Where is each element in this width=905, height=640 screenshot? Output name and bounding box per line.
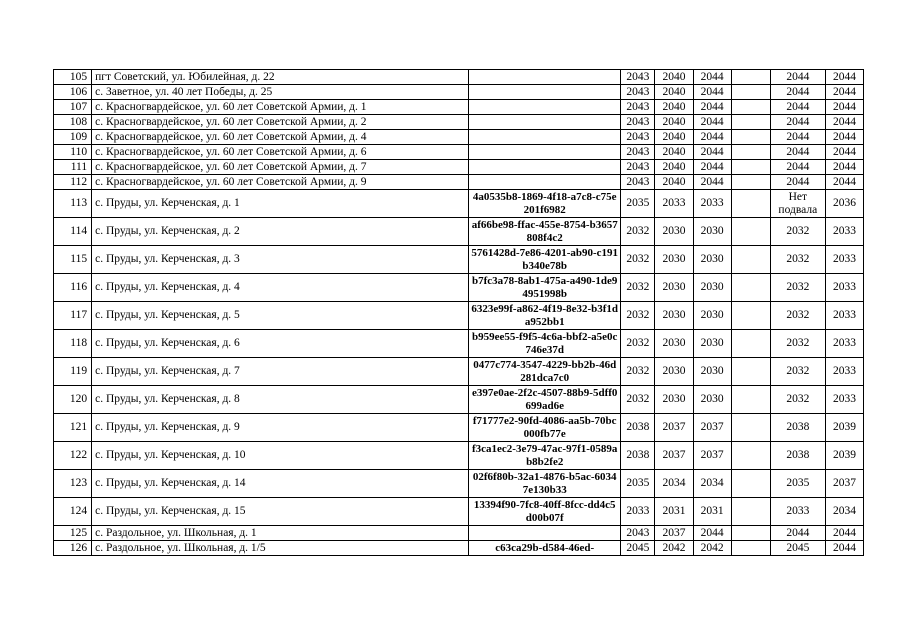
year-cell-4	[731, 442, 770, 470]
year-cell-1: 2043	[621, 130, 655, 145]
row-number-cell: 122	[54, 442, 92, 470]
year-cell-2: 2040	[655, 175, 693, 190]
row-number-cell: 117	[54, 302, 92, 330]
guid-cell: 6323e99f-a862-4f19-8e32-b3f1da952bb1	[469, 302, 621, 330]
table-row	[54, 85, 864, 100]
year-cell-4	[731, 130, 770, 145]
year-cell-1: 2043	[621, 70, 655, 85]
row-number-cell: 107	[54, 100, 92, 115]
year-cell-5: 2044	[770, 160, 825, 175]
year-cell-2: 2030	[655, 386, 693, 414]
table-row	[54, 470, 864, 498]
address-cell: с. Пруды, ул. Керченская, д. 14	[92, 470, 469, 498]
year-cell-5: 2044	[770, 85, 825, 100]
year-cell-5: 2044	[770, 145, 825, 160]
year-cell-6: 2039	[825, 414, 863, 442]
year-cell-4	[731, 85, 770, 100]
year-cell-2: 2030	[655, 358, 693, 386]
year-cell-6: 2033	[825, 302, 863, 330]
year-cell-1: 2032	[621, 274, 655, 302]
year-cell-6: 2044	[825, 130, 863, 145]
row-number-cell: 115	[54, 246, 92, 274]
year-cell-5: 2038	[770, 442, 825, 470]
table-row	[54, 358, 864, 386]
year-cell-6: 2044	[825, 115, 863, 130]
year-cell-4	[731, 100, 770, 115]
year-cell-3: 2037	[693, 442, 731, 470]
year-cell-1: 2043	[621, 100, 655, 115]
address-cell: с. Пруды, ул. Керченская, д. 5	[92, 302, 469, 330]
address-cell: с. Пруды, ул. Керченская, д. 10	[92, 442, 469, 470]
year-cell-2: 2030	[655, 302, 693, 330]
year-cell-3: 2030	[693, 274, 731, 302]
guid-cell	[469, 526, 621, 541]
year-cell-2: 2040	[655, 85, 693, 100]
address-cell: пгт Советский, ул. Юбилейная, д. 22	[92, 70, 469, 85]
year-cell-3: 2044	[693, 100, 731, 115]
year-cell-3: 2042	[693, 541, 731, 556]
year-cell-3: 2044	[693, 115, 731, 130]
year-cell-4	[731, 246, 770, 274]
year-cell-4	[731, 330, 770, 358]
guid-cell: 13394f90-7fc8-40ff-8fcc-dd4c5d00b07f	[469, 498, 621, 526]
year-cell-5: 2032	[770, 218, 825, 246]
row-number-cell: 109	[54, 130, 92, 145]
address-cell: с. Пруды, ул. Керченская, д. 4	[92, 274, 469, 302]
year-cell-6: 2039	[825, 442, 863, 470]
row-number-cell: 105	[54, 70, 92, 85]
year-cell-5: 2044	[770, 70, 825, 85]
year-cell-3: 2030	[693, 330, 731, 358]
year-cell-3: 2044	[693, 145, 731, 160]
address-cell: с. Красногвардейское, ул. 60 лет Советской Армии, д. 1	[92, 100, 469, 115]
year-cell-3: 2044	[693, 526, 731, 541]
address-cell: с. Красногвардейское, ул. 60 лет Советской Армии, д. 2	[92, 115, 469, 130]
guid-cell	[469, 115, 621, 130]
year-cell-4	[731, 526, 770, 541]
year-cell-4	[731, 414, 770, 442]
table-row	[54, 386, 864, 414]
address-cell: с. Красногвардейское, ул. 60 лет Советской Армии, д. 9	[92, 175, 469, 190]
table-row	[54, 100, 864, 115]
year-cell-3: 2034	[693, 470, 731, 498]
year-cell-4	[731, 358, 770, 386]
year-cell-2: 2037	[655, 442, 693, 470]
address-cell: с. Пруды, ул. Керченская, д. 9	[92, 414, 469, 442]
year-cell-3: 2030	[693, 358, 731, 386]
year-cell-1: 2032	[621, 302, 655, 330]
table-row	[54, 160, 864, 175]
year-cell-4	[731, 470, 770, 498]
address-cell: с. Красногвардейское, ул. 60 лет Советской Армии, д. 4	[92, 130, 469, 145]
year-cell-5: 2032	[770, 246, 825, 274]
year-cell-1: 2032	[621, 218, 655, 246]
table-row	[54, 330, 864, 358]
year-cell-3: 2044	[693, 130, 731, 145]
row-number-cell: 121	[54, 414, 92, 442]
year-cell-5: 2032	[770, 274, 825, 302]
year-cell-4	[731, 302, 770, 330]
year-cell-1: 2043	[621, 526, 655, 541]
year-cell-4	[731, 70, 770, 85]
year-cell-5: 2032	[770, 330, 825, 358]
year-cell-6: 2044	[825, 175, 863, 190]
year-cell-3: 2030	[693, 302, 731, 330]
year-cell-2: 2030	[655, 274, 693, 302]
address-cell: с. Раздольное, ул. Школьная, д. 1/5	[92, 541, 469, 556]
year-cell-6: 2044	[825, 526, 863, 541]
guid-cell: 5761428d-7e86-4201-ab90-c191b340e78b	[469, 246, 621, 274]
row-number-cell: 120	[54, 386, 92, 414]
year-cell-3: 2030	[693, 386, 731, 414]
year-cell-1: 2035	[621, 470, 655, 498]
table-body	[54, 70, 864, 556]
year-cell-4	[731, 386, 770, 414]
year-cell-2: 2040	[655, 70, 693, 85]
year-cell-6: 2037	[825, 470, 863, 498]
row-number-cell: 118	[54, 330, 92, 358]
year-cell-2: 2040	[655, 100, 693, 115]
table-row	[54, 190, 864, 218]
year-cell-1: 2043	[621, 175, 655, 190]
year-cell-4	[731, 274, 770, 302]
guid-cell: af66be98-ffac-455e-8754-b3657808f4c2	[469, 218, 621, 246]
year-cell-4	[731, 498, 770, 526]
year-cell-3: 2030	[693, 218, 731, 246]
year-cell-6: 2033	[825, 358, 863, 386]
row-number-cell: 126	[54, 541, 92, 556]
year-cell-3: 2044	[693, 70, 731, 85]
guid-cell	[469, 130, 621, 145]
year-cell-6: 2033	[825, 386, 863, 414]
row-number-cell: 114	[54, 218, 92, 246]
year-cell-1: 2032	[621, 386, 655, 414]
address-cell: с. Пруды, ул. Керченская, д. 15	[92, 498, 469, 526]
year-cell-5: 2032	[770, 386, 825, 414]
year-cell-5: 2038	[770, 414, 825, 442]
year-cell-2: 2042	[655, 541, 693, 556]
address-cell: с. Пруды, ул. Керченская, д. 2	[92, 218, 469, 246]
year-cell-4	[731, 175, 770, 190]
table-row	[54, 526, 864, 541]
guid-cell: c63ca29b-d584-46ed-	[469, 541, 621, 556]
row-number-cell: 116	[54, 274, 92, 302]
year-cell-2: 2040	[655, 145, 693, 160]
address-cell: с. Раздольное, ул. Школьная, д. 1	[92, 526, 469, 541]
year-cell-4	[731, 218, 770, 246]
guid-cell	[469, 85, 621, 100]
year-cell-1: 2033	[621, 498, 655, 526]
row-number-cell: 123	[54, 470, 92, 498]
year-cell-1: 2035	[621, 190, 655, 218]
year-cell-5: 2032	[770, 302, 825, 330]
year-cell-6: 2044	[825, 145, 863, 160]
year-cell-2: 2030	[655, 330, 693, 358]
table-row	[54, 498, 864, 526]
year-cell-2: 2030	[655, 246, 693, 274]
table-row	[54, 218, 864, 246]
table-row	[54, 70, 864, 85]
address-cell: с. Пруды, ул. Керченская, д. 7	[92, 358, 469, 386]
year-cell-2: 2040	[655, 130, 693, 145]
year-cell-3: 2031	[693, 498, 731, 526]
year-cell-4	[731, 541, 770, 556]
table-row	[54, 130, 864, 145]
table-row	[54, 115, 864, 130]
guid-cell: b7fc3a78-8ab1-475a-a490-1de94951998b	[469, 274, 621, 302]
year-cell-6: 2033	[825, 274, 863, 302]
table-row	[54, 274, 864, 302]
year-cell-2: 2033	[655, 190, 693, 218]
year-cell-1: 2045	[621, 541, 655, 556]
guid-cell: e397e0ae-2f2c-4507-88b9-5dff0699ad6e	[469, 386, 621, 414]
guid-cell: f71777e2-90fd-4086-aa5b-70bc000fb77e	[469, 414, 621, 442]
year-cell-2: 2040	[655, 115, 693, 130]
row-number-cell: 124	[54, 498, 92, 526]
table-row	[54, 145, 864, 160]
year-cell-6: 2044	[825, 541, 863, 556]
address-cell: с. Пруды, ул. Керченская, д. 1	[92, 190, 469, 218]
year-cell-1: 2043	[621, 115, 655, 130]
year-cell-6: 2034	[825, 498, 863, 526]
year-cell-2: 2030	[655, 218, 693, 246]
year-cell-2: 2037	[655, 526, 693, 541]
year-cell-3: 2033	[693, 190, 731, 218]
data-table	[53, 69, 864, 556]
year-cell-3: 2030	[693, 246, 731, 274]
year-cell-5: 2044	[770, 130, 825, 145]
year-cell-6: 2033	[825, 218, 863, 246]
row-number-cell: 119	[54, 358, 92, 386]
year-cell-3: 2044	[693, 160, 731, 175]
guid-cell	[469, 160, 621, 175]
year-cell-1: 2032	[621, 246, 655, 274]
year-cell-3: 2044	[693, 85, 731, 100]
address-cell: с. Красногвардейское, ул. 60 лет Советской Армии, д. 6	[92, 145, 469, 160]
year-cell-1: 2043	[621, 145, 655, 160]
year-cell-2: 2034	[655, 470, 693, 498]
year-cell-1: 2043	[621, 85, 655, 100]
row-number-cell: 108	[54, 115, 92, 130]
year-cell-5: 2044	[770, 115, 825, 130]
year-cell-5: 2044	[770, 526, 825, 541]
guid-cell: b959ee55-f9f5-4c6a-bbf2-a5e0c746e37d	[469, 330, 621, 358]
year-cell-1: 2038	[621, 414, 655, 442]
guid-cell: 0477c774-3547-4229-bb2b-46d281dca7c0	[469, 358, 621, 386]
address-cell: с. Красногвардейское, ул. 60 лет Советской Армии, д. 7	[92, 160, 469, 175]
row-number-cell: 111	[54, 160, 92, 175]
table-row	[54, 246, 864, 274]
year-cell-5: 2045	[770, 541, 825, 556]
year-cell-6: 2044	[825, 70, 863, 85]
guid-cell	[469, 175, 621, 190]
row-number-cell: 110	[54, 145, 92, 160]
address-cell: с. Пруды, ул. Керченская, д. 8	[92, 386, 469, 414]
year-cell-2: 2031	[655, 498, 693, 526]
year-cell-3: 2037	[693, 414, 731, 442]
year-cell-4	[731, 145, 770, 160]
row-number-cell: 125	[54, 526, 92, 541]
year-cell-4	[731, 115, 770, 130]
table-row	[54, 302, 864, 330]
year-cell-5: Нет подвала	[770, 190, 825, 218]
table-row	[54, 442, 864, 470]
year-cell-1: 2038	[621, 442, 655, 470]
row-number-cell: 113	[54, 190, 92, 218]
year-cell-5: 2033	[770, 498, 825, 526]
table-row	[54, 414, 864, 442]
year-cell-2: 2040	[655, 160, 693, 175]
year-cell-4	[731, 190, 770, 218]
guid-cell: 4a0535b8-1869-4f18-a7c8-c75e201f6982	[469, 190, 621, 218]
year-cell-6: 2036	[825, 190, 863, 218]
guid-cell	[469, 70, 621, 85]
year-cell-3: 2044	[693, 175, 731, 190]
guid-cell	[469, 100, 621, 115]
guid-cell	[469, 145, 621, 160]
year-cell-1: 2043	[621, 160, 655, 175]
year-cell-5: 2044	[770, 100, 825, 115]
table-row	[54, 175, 864, 190]
year-cell-5: 2032	[770, 358, 825, 386]
address-cell: с. Заветное, ул. 40 лет Победы, д. 25	[92, 85, 469, 100]
address-cell: с. Пруды, ул. Керченская, д. 3	[92, 246, 469, 274]
year-cell-5: 2035	[770, 470, 825, 498]
year-cell-1: 2032	[621, 358, 655, 386]
year-cell-1: 2032	[621, 330, 655, 358]
table-row	[54, 541, 864, 556]
year-cell-6: 2044	[825, 160, 863, 175]
year-cell-2: 2037	[655, 414, 693, 442]
year-cell-6: 2044	[825, 85, 863, 100]
guid-cell: 02f6f80b-32a1-4876-b5ac-60347e130b33	[469, 470, 621, 498]
year-cell-4	[731, 160, 770, 175]
year-cell-6: 2044	[825, 100, 863, 115]
row-number-cell: 106	[54, 85, 92, 100]
year-cell-6: 2033	[825, 330, 863, 358]
row-number-cell: 112	[54, 175, 92, 190]
year-cell-5: 2044	[770, 175, 825, 190]
address-cell: с. Пруды, ул. Керченская, д. 6	[92, 330, 469, 358]
guid-cell: f3ca1ec2-3e79-47ac-97f1-0589ab8b2fe2	[469, 442, 621, 470]
year-cell-6: 2033	[825, 246, 863, 274]
